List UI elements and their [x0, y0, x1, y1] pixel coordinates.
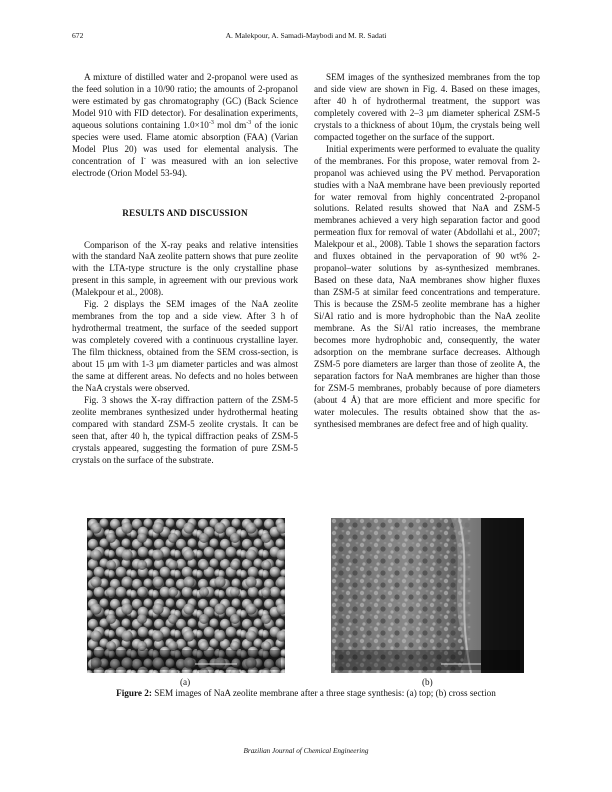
paragraph-feed-solution: A mixture of distilled water and 2-propanol were used as the feed solution in a 10/90 ratio; the amounts of 2-propanol were estimated by gas chromatography (GC) (Back Science Model 910 with FID detector). For desalination experiments, aqueous solutions containing $1.0\times 10^{-3}$ mol $dm^{-3}$ of the ionic species were used. Flame atomic absorption (FAA) (Varian Model Plus 20) was used for elemental analysis. The concentration of I- was measured with an ion selective electrode (Orion Model 53-94).: [72, 72, 299, 178]
paragraph-xray-comparison: Comparison of the X-ray peaks and relative intensities with the standard NaA zeolite pattern shows that pure zeolite with the LTA-type structure is the only crystalline phase present in this sample, in agreement with our previous work (Malekpour et al., 2008).: [72, 239, 298, 298]
section-heading-results: RESULTS AND DISCUSSION: [122, 207, 248, 218]
paragraph-sem-zsm5: SEM images of the synthesized membranes from the top and side view are shown in Fig. 4. Based on these images, after 40 h of hydrothermal treatment, the support was completely covered with 2–3 μm diameter spherical ZSM-5 crystals to a thickness of about 10μm, the crystals being well compacted together on the surface of the support.: [314, 72, 540, 142]
sem-image-top-view: [87, 518, 285, 673]
sem-image-cross-section: [331, 518, 524, 673]
running-header-authors: A. Malekpour, A. Samadi-Maybodi and M. R. Sadati: [225, 31, 387, 40]
figure-label-a: (a): [180, 677, 191, 687]
paragraph-pervaporation: Initial experiments were performed to evaluate the quality of the membranes. For this propose, water removal from 2-propanol was achieved using the PV method. Pervaporation studies with a NaA membrane have been previously reported for water removal from highly concentrated 2-propanol solutions. Related results showed that NaA and ZSM-5 membranes achieved a very high separation factor and good permeation flux for removal of water (Abdollahi et al., 2007; Malekpour et al., 2008). Table 1 shows the separation factors and fluxes obtained in the pervaporation of 90 wt% 2-propanol–water solutions by as-synthesized membranes. Based on these data, NaA membranes show higher fluxes than ZSM-5 at similar feed concentrations and temperature. This is because the ZSM-5 zeolite membrane has a higher Si/Al ratio and is more hydrophobic than the NaA zeolite membrane. As the Si/Al ratio increases, the membrane becomes more hydrophobic and, consequently, the water adsorption on the membrane surface decreases. Although ZSM-5 pore diameters are larger than those of zeolite A, the separation factors for NaA membranes are higher than those for ZSM-5 membranes, probably because of pore diameters (about 4 Å) that are more efficient and more specific for water molecules. The results obtained show that the as-synthesised membranes are defect free and of high quality.: [314, 143, 540, 429]
figure-caption: [0, 688, 612, 698]
journal-footer: Brazilian Journal of Chemical Engineering: [243, 747, 369, 755]
right-column: [314, 72, 540, 431]
paragraph-xrd-zsm5: Fig. 3 shows the X-ray diffraction pattern of the ZSM-5 zeolite membranes synthesized under hydrothermal heating compared with standard ZSM-5 zeolite crystals. It can be seen that, after 40 h, the typical diffraction peaks of ZSM-5 crystals appeared, suggesting the formation of pure ZSM-5 crystals on the surface of the substrate.: [72, 394, 298, 465]
figure-label-b: (b): [422, 677, 433, 687]
paragraph-sem-naa: Fig. 2 displays the SEM images of the NaA zeolite membranes from the top and a side view. After 3 h of hydrothermal treatment, the surface of the seeded support was completely covered with a continuous crystalline layer. The film thickness, obtained from the SEM cross-section, is about 15 μm with 1-3 μm diameter particles and was almost the same at different areas. No defects and no holes between the NaA crystals were observed.: [72, 299, 298, 393]
figure-caption-label: Figure 2:: [116, 688, 152, 698]
figure-caption-text: SEM images of NaA zeolite membrane after a three stage synthesis: (a) top; (b) cross section: [151, 688, 496, 698]
left-column: [72, 72, 298, 467]
page-number: 672: [72, 31, 84, 40]
